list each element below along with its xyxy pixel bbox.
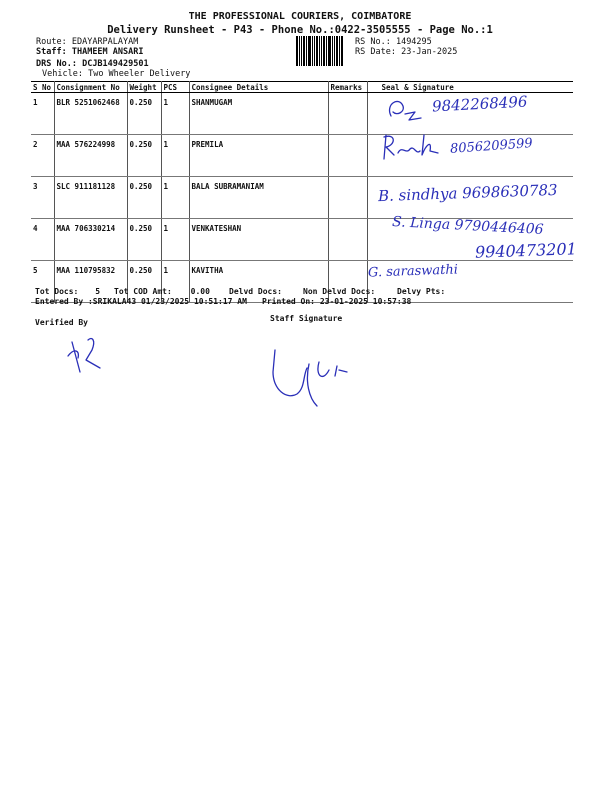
cell-consignee: VENKATESHAN bbox=[189, 219, 328, 261]
cell-sno: 3 bbox=[31, 177, 54, 219]
signature-1-scribble bbox=[385, 94, 431, 122]
signature-4: S. Linga 9790446406 bbox=[391, 214, 544, 238]
staff-line bbox=[36, 47, 144, 57]
cell-weight: 0.250 bbox=[127, 177, 161, 219]
cell-sno: 1 bbox=[31, 93, 54, 135]
staff-label: Staff: bbox=[36, 47, 67, 57]
cell-weight: 0.250 bbox=[127, 93, 161, 135]
printed-on bbox=[262, 297, 411, 306]
vehicle-value: Two Wheeler Delivery bbox=[88, 69, 191, 79]
route-line bbox=[36, 37, 138, 47]
cell-consignment: SLC 911181128 bbox=[54, 177, 127, 219]
vehicle-label: Vehicle: bbox=[42, 69, 83, 79]
cell-consignment: MAA 706330214 bbox=[54, 219, 127, 261]
cell-consignee: KAVITHA bbox=[189, 261, 328, 303]
route-label: Route: bbox=[36, 37, 67, 47]
tot-cod-label: Tot COD Amt: bbox=[114, 287, 172, 296]
runsheet-title: Delivery Runsheet - P43 - Phone No.:0422-3505555 - Page No.:1 bbox=[107, 24, 493, 36]
rs-no-line bbox=[355, 37, 432, 47]
cell-remarks bbox=[328, 135, 367, 177]
col-sno: S No bbox=[31, 82, 54, 93]
col-seal-signature: Seal & Signature bbox=[367, 82, 573, 93]
cell-pcs: 1 bbox=[161, 261, 189, 303]
tot-docs-value: 5 bbox=[95, 287, 101, 296]
signature-3: B. sindhya 9698630783 bbox=[377, 180, 558, 206]
col-weight: Weight bbox=[127, 82, 161, 93]
rs-date-label: RS Date: bbox=[355, 47, 396, 57]
cell-consignment: MAA 576224998 bbox=[54, 135, 127, 177]
route-value: EDAYARPALAYAM bbox=[71, 37, 139, 47]
col-pcs: PCS bbox=[161, 82, 189, 93]
entered-by bbox=[35, 297, 247, 306]
signature-5-name: G. saraswathi bbox=[367, 262, 459, 281]
verified-by-signature bbox=[60, 330, 110, 380]
cell-sno: 5 bbox=[31, 261, 54, 303]
cell-consignee: SHANMUGAM bbox=[189, 93, 328, 135]
signature-5-phone: 9940473201 bbox=[474, 239, 578, 262]
col-remarks: Remarks bbox=[328, 82, 367, 93]
entered-by-value: SRIKALA43 01/23/2025 10:51:17 AM bbox=[92, 297, 247, 306]
barcode bbox=[296, 36, 348, 66]
vehicle-line bbox=[42, 69, 190, 79]
cell-sno: 4 bbox=[31, 219, 54, 261]
cell-weight: 0.250 bbox=[127, 261, 161, 303]
cell-pcs: 1 bbox=[161, 177, 189, 219]
cell-pcs: 1 bbox=[161, 219, 189, 261]
staff-signature-label: Staff Signature bbox=[270, 314, 343, 323]
cell-remarks bbox=[328, 219, 367, 261]
verified-by-label: Verified By bbox=[35, 318, 88, 327]
drs-value: DCJB149429501 bbox=[82, 59, 149, 69]
cell-consignee: PREMILA bbox=[189, 135, 328, 177]
delvy-pts-label: Delvy Pts: bbox=[397, 287, 446, 296]
rs-no-label: RS No.: bbox=[355, 37, 391, 47]
cell-consignee: BALA SUBRAMANIAM bbox=[189, 177, 328, 219]
tot-docs bbox=[35, 287, 100, 296]
printed-on-value: 23-01-2025 10:57:38 bbox=[319, 297, 412, 306]
signature-2-scribble bbox=[380, 131, 446, 161]
rs-date-line bbox=[355, 47, 457, 57]
signature-1-phone: 9842268496 bbox=[431, 92, 528, 116]
cell-remarks bbox=[328, 93, 367, 135]
company-title: THE PROFESSIONAL COURIERS, COIMBATORE bbox=[188, 11, 412, 22]
printed-on-label: Printed On: bbox=[262, 297, 315, 306]
entered-by-label: Entered By : bbox=[35, 297, 93, 306]
rs-date-value: 23-Jan-2025 bbox=[401, 47, 458, 57]
cell-weight: 0.250 bbox=[127, 219, 161, 261]
staff-signature-scribble bbox=[265, 342, 360, 412]
rs-no-value: 1494295 bbox=[395, 37, 432, 47]
tot-cod-value: 0.00 bbox=[190, 287, 210, 296]
cell-consignment: BLR 5251062468 bbox=[54, 93, 127, 135]
col-consignee: Consignee Details bbox=[189, 82, 328, 93]
cell-consignment: MAA 110795832 bbox=[54, 261, 127, 303]
cell-pcs: 1 bbox=[161, 135, 189, 177]
tot-docs-label: Tot Docs: bbox=[35, 287, 79, 296]
cell-remarks bbox=[328, 177, 367, 219]
staff-value: THAMEEM ANSARI bbox=[71, 47, 144, 57]
table-header-row bbox=[31, 82, 573, 93]
signature-2-phone: 8056209599 bbox=[449, 136, 534, 157]
drs-label: DRS No.: bbox=[36, 59, 77, 69]
non-delvd-docs-label: Non Delvd Docs: bbox=[303, 287, 376, 296]
delvd-docs-label: Delvd Docs: bbox=[229, 287, 282, 296]
col-consignment: Consignment No bbox=[54, 82, 127, 93]
cell-pcs: 1 bbox=[161, 93, 189, 135]
cell-sno: 2 bbox=[31, 135, 54, 177]
cell-weight: 0.250 bbox=[127, 135, 161, 177]
drs-line bbox=[36, 59, 149, 69]
tot-cod bbox=[114, 287, 210, 296]
